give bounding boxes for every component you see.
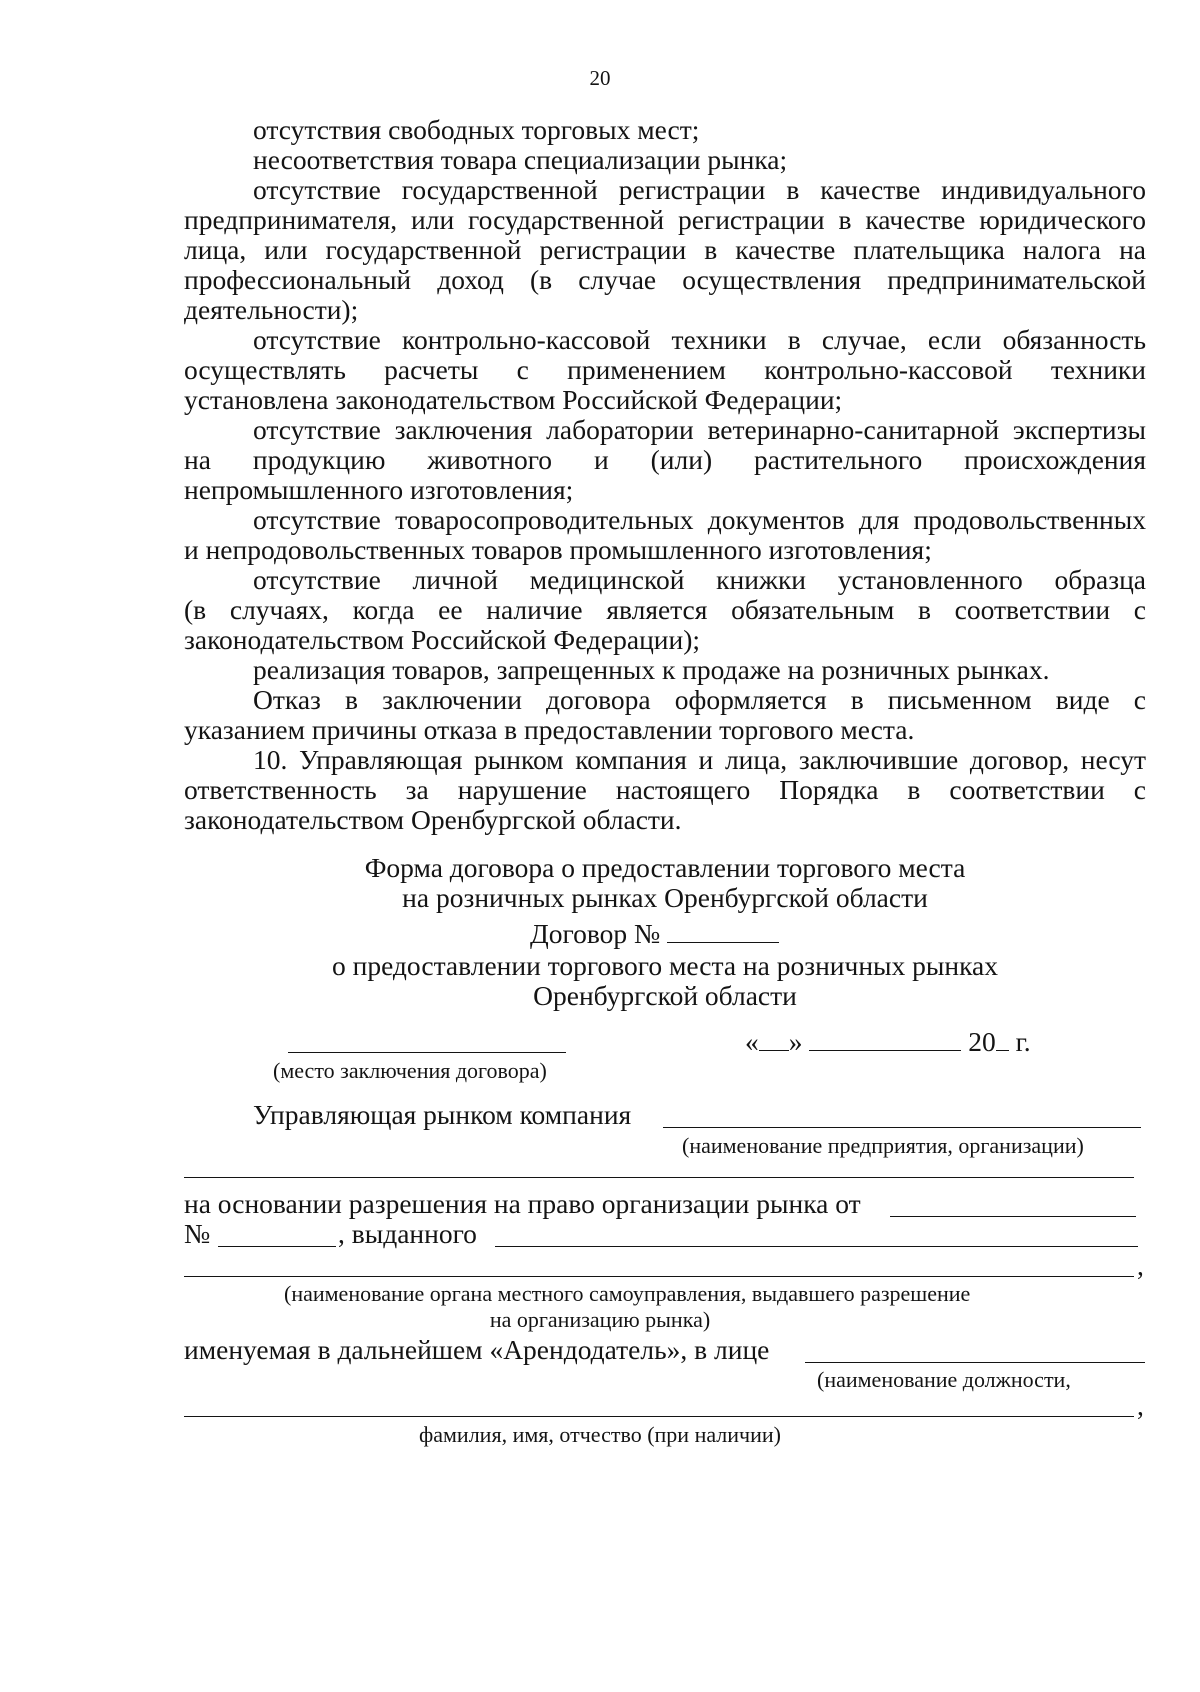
issuer-field-continued[interactable] bbox=[184, 1276, 1134, 1277]
body-line: отсутствие товаросопроводительных документов для продовольственных bbox=[253, 504, 1146, 535]
representative-comma: , bbox=[1137, 1390, 1144, 1421]
place-field[interactable] bbox=[288, 1052, 566, 1053]
contract-number-line bbox=[530, 918, 779, 950]
body-line: лица, или государственной регистрации в качестве плательщика налога на bbox=[184, 234, 1146, 265]
year-prefix: 20 bbox=[968, 1026, 996, 1057]
body-line: деятельности); bbox=[184, 294, 359, 325]
form-title: на розничных рынках Оренбургской области bbox=[402, 882, 928, 913]
authority-caption: на организацию рынка) bbox=[489, 1307, 711, 1332]
contract-number-label: Договор № bbox=[530, 918, 661, 949]
body-line: профессиональный доход (в случае осуществления предпринимательской bbox=[184, 264, 1146, 295]
page-number: 20 bbox=[589, 66, 611, 90]
body-line: осуществлять расчеты с применением контрольно-кассовой техники bbox=[184, 354, 1146, 385]
position-caption: (наименование должности, bbox=[817, 1367, 1071, 1392]
place-caption: (место заключения договора) bbox=[273, 1058, 547, 1083]
date-month-field[interactable] bbox=[809, 1026, 961, 1051]
body-line: Отказ в заключении договора оформляется в письменном виде с bbox=[253, 684, 1146, 715]
body-line: отсутствие контрольно-кассовой техники в случае, если обязанность bbox=[253, 324, 1146, 355]
company-field-continued[interactable] bbox=[184, 1177, 1134, 1178]
issued-label: , выданного bbox=[338, 1218, 477, 1249]
year-field[interactable] bbox=[996, 1026, 1009, 1051]
body-line: (в случаях, когда ее наличие является обязательным в соответствии с bbox=[184, 594, 1146, 625]
authority-caption: (наименование органа местного самоуправления, выдавшего разрешение bbox=[284, 1281, 971, 1306]
landlord-label: именуемая в дальнейшем «Арендодатель», в лице bbox=[184, 1334, 770, 1365]
representative-name-field[interactable] bbox=[184, 1416, 1134, 1417]
permit-number-field[interactable] bbox=[218, 1246, 336, 1247]
permit-number-sign: № bbox=[184, 1218, 211, 1249]
body-line: отсутствие личной медицинской книжки установленного образца bbox=[253, 564, 1146, 595]
contract-subtitle: о предоставлении торгового места на розничных рынках bbox=[332, 950, 998, 981]
body-line: и непродовольственных товаров промышленного изготовления; bbox=[184, 534, 932, 565]
company-field[interactable] bbox=[663, 1127, 1141, 1128]
date-close-quote: » bbox=[788, 1026, 803, 1057]
date-line bbox=[745, 1026, 1031, 1058]
issuer-comma: , bbox=[1137, 1250, 1144, 1281]
contract-number-field[interactable] bbox=[667, 918, 779, 943]
body-line: установлена законодательством Российской Федерации; bbox=[184, 384, 843, 415]
representative-field[interactable] bbox=[805, 1362, 1145, 1363]
body-line: ответственность за нарушение настоящего Порядка в соответствии с bbox=[184, 774, 1146, 805]
company-caption: (наименование предприятия, организации) bbox=[682, 1133, 1084, 1158]
body-line: предпринимателя, или государственной регистрации в качестве юридического bbox=[184, 204, 1146, 235]
body-line: законодательством Оренбургской области. bbox=[184, 804, 682, 835]
body-line: законодательством Российской Федерации); bbox=[184, 624, 701, 655]
issuer-field[interactable] bbox=[495, 1246, 1138, 1247]
contract-subtitle: Оренбургской области bbox=[533, 980, 797, 1011]
name-caption: фамилия, имя, отчество (при наличии) bbox=[418, 1422, 781, 1447]
body-line: 10. Управляющая рынком компания и лица, заключившие договор, несут bbox=[253, 744, 1146, 775]
body-line: указанием причины отказа в предоставлении торгового места. bbox=[184, 714, 915, 745]
permit-date-field[interactable] bbox=[890, 1216, 1136, 1217]
body-line: несоответствия товара специализации рынка; bbox=[253, 144, 788, 175]
body-line: отсутствие заключения лаборатории ветеринарно-санитарной экспертизы bbox=[253, 414, 1146, 445]
company-label: Управляющая рынком компания bbox=[253, 1099, 632, 1130]
body-line: непромышленного изготовления; bbox=[184, 474, 574, 505]
body-line: реализация товаров, запрещенных к продаже на розничных рынках. bbox=[253, 654, 1050, 685]
date-day-field[interactable] bbox=[759, 1026, 789, 1051]
permit-label: на основании разрешения на право организации рынка от bbox=[184, 1188, 861, 1219]
body-line: на продукцию животного и (или) растительного происхождения bbox=[184, 444, 1146, 475]
date-open-quote: « bbox=[745, 1026, 759, 1057]
body-line: отсутствие государственной регистрации в качестве индивидуального bbox=[253, 174, 1146, 205]
body-line: отсутствия свободных торговых мест; bbox=[253, 114, 700, 145]
year-suffix: г. bbox=[1015, 1026, 1031, 1057]
form-title: Форма договора о предоставлении торгового места bbox=[364, 852, 966, 883]
